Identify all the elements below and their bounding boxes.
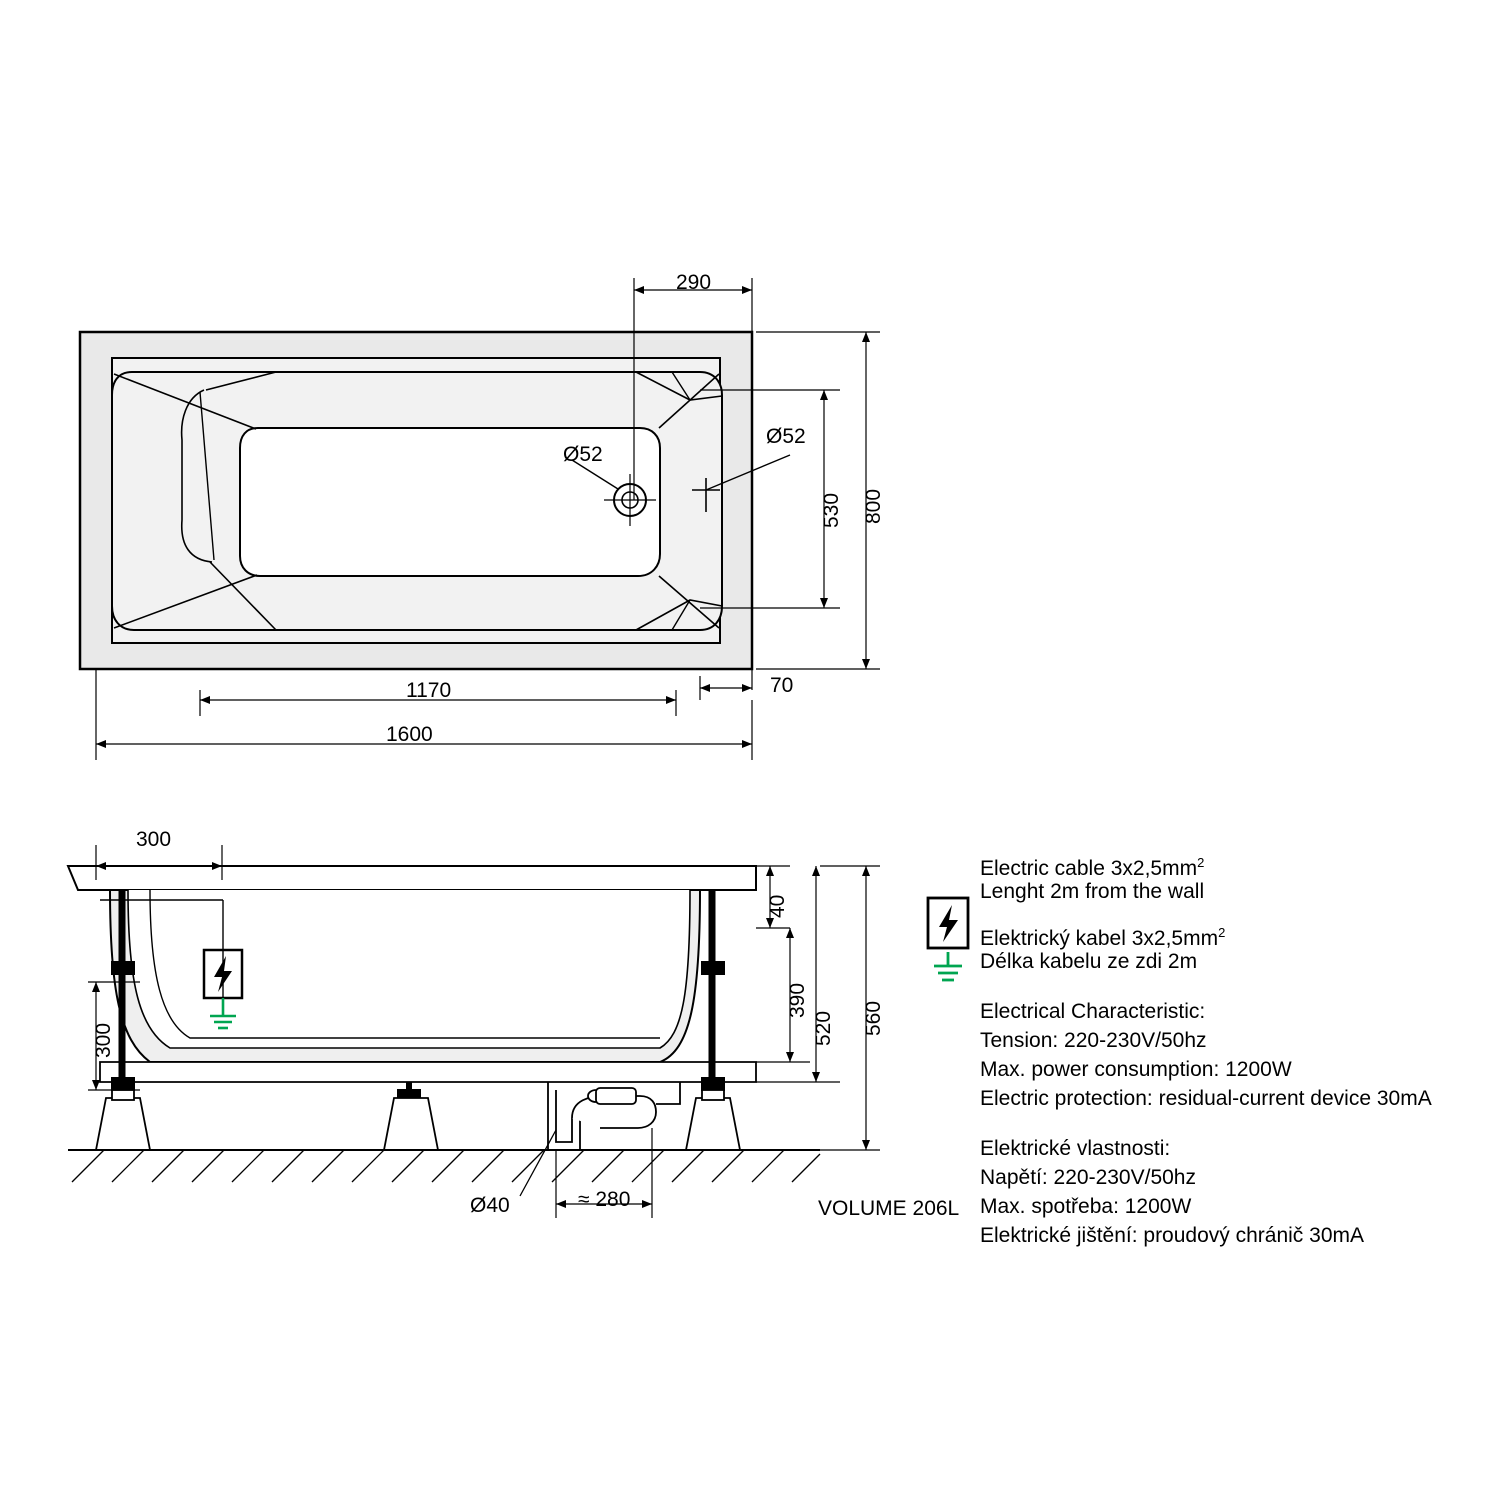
note-electrical-en-0: Electrical Characteristic: [980, 1000, 1206, 1023]
note-cable-cz-line2: Délka kabelu ze zdi 2m [980, 950, 1198, 973]
note-cable-en-superscript: 2 [1197, 855, 1205, 870]
volume-label: VOLUME 206L [818, 1197, 960, 1220]
dim-diameter-40: Ø40 [470, 1194, 510, 1217]
side-view-group [68, 866, 820, 1182]
dim-520: 520 [812, 1010, 835, 1046]
dim-530: 530 [820, 492, 843, 528]
dim-diameter-52-right: Ø52 [766, 425, 806, 448]
dim-800: 800 [862, 488, 885, 524]
note-cable-cz-line1-text: Elektrický kabel 3x2,5mm [980, 927, 1219, 950]
note-electrical-en-3: Electric protection: residual-current device 30mA [980, 1087, 1432, 1110]
dim-70: 70 [770, 674, 794, 697]
dim-300-top: 300 [136, 828, 172, 851]
note-cable-cz-superscript: 2 [1218, 925, 1226, 940]
dim-1600: 1600 [386, 723, 433, 746]
note-electrical-cz-1: Napětí: 220-230V/50hz [980, 1166, 1196, 1189]
dim-40: 40 [766, 894, 789, 918]
dim-diameter-52-left: Ø52 [563, 443, 603, 466]
top-view-group [80, 332, 790, 669]
dim-1170: 1170 [406, 679, 452, 702]
dim-390: 390 [786, 982, 809, 1018]
note-electrical-cz-3: Elektrické jištění: proudový chránič 30mA [980, 1224, 1364, 1247]
note-cable-en-line1-text: Electric cable 3x2,5mm [980, 857, 1198, 880]
dim-approx-280: ≈ 280 [578, 1188, 631, 1211]
note-electrical-en-2: Max. power consumption: 1200W [980, 1058, 1292, 1081]
note-cable-en-line2: Lenght 2m from the wall [980, 880, 1205, 903]
ground-icon-notes [934, 952, 962, 980]
note-electrical-cz-0: Elektrické vlastnosti: [980, 1137, 1171, 1160]
dim-300-left: 300 [92, 1022, 115, 1058]
dim-560: 560 [862, 1000, 885, 1036]
dim-290: 290 [676, 271, 712, 294]
hazard-icon-notes [928, 898, 968, 948]
note-electrical-cz-2: Max. spotřeba: 1200W [980, 1195, 1192, 1218]
note-electrical-en-1: Tension: 220-230V/50hz [980, 1029, 1207, 1052]
